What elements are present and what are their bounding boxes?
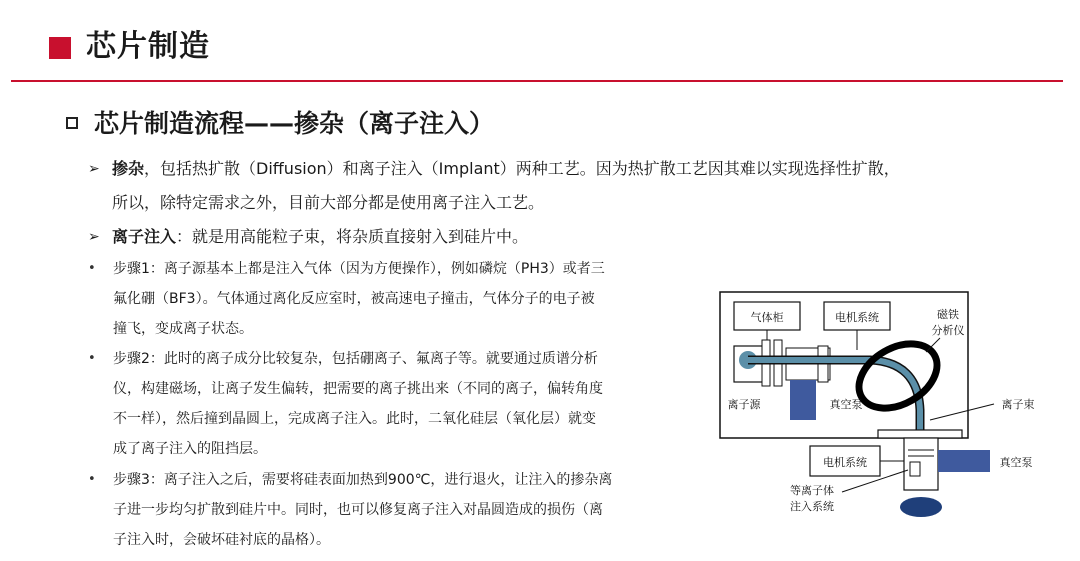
step2-line1: 步骤2：此时的离子成分比较复杂，包括硼离子、氟离子等。就要通过质谱分析 [113, 351, 598, 367]
vacuum-pump-left-label: 真空泵 [829, 398, 863, 411]
step2-line3: 不一样），然后撞到晶圆上，完成离子注入。此时，二氧化硅层（氧化层）就变 [113, 411, 596, 427]
wafer [900, 497, 942, 517]
bullet-implant-text: ：就是用高能粒子束，将杂质直接射入到硅片中。 [176, 227, 529, 246]
bullet-implant-bold: 离子注入 [112, 227, 177, 246]
motor-system-bottom-label: 电机系统 [823, 456, 867, 469]
section-title: 芯片制造流程——掺杂（离子注入） [94, 109, 495, 138]
bullet-doping [112, 152, 900, 186]
plasma-label-1: 等离子体 [790, 484, 834, 497]
vacuum-pump-left [790, 380, 816, 420]
vacuum-pump-right [938, 450, 990, 472]
bullet-doping-line2: 所以，除特定需求之外，目前大部分都是使用离子注入工艺。 [112, 193, 545, 212]
step3-line2: 子进一步均匀扩散到硅片中。同时，也可以修复离子注入对晶圆造成的损伤（离 [113, 502, 603, 518]
arrow-bullet-icon: ➢ [88, 161, 100, 177]
plasma-cell [910, 462, 920, 476]
gas-cabinet-label: 气体柜 [750, 311, 784, 324]
magnet-label-1: 磁铁 [937, 308, 959, 321]
title-marker [49, 37, 71, 59]
step1-line2: 氟化硼（BF3）。气体通过离化反应室时，被高速电子撞击，气体分子的电子被 [113, 291, 595, 307]
step-bullet-icon: • [88, 351, 96, 366]
section-checkbox-icon [66, 117, 78, 129]
page-title: 芯片制造 [86, 29, 210, 64]
plasma-label-2: 注入系统 [790, 500, 834, 513]
bullet-doping-text: ，包括热扩散（Diffusion）和离子注入（Implant）两种工艺。因为热扩散工艺因其难以实现选择性扩散， [144, 159, 900, 178]
bullet-implant [112, 220, 528, 254]
step2-line4: 成了离子注入的阻挡层。 [113, 441, 267, 457]
step3-line1: 步骤3：离子注入之后，需要将硅表面加热到900℃，进行退火，让注入的掺杂离 [113, 472, 613, 488]
ion-beam-label: 离子束 [1001, 398, 1035, 411]
vacuum-pump-right-label: 真空泵 [999, 456, 1033, 469]
magnet-label-2: 分析仪 [931, 324, 965, 337]
title-divider [11, 80, 1063, 82]
implant-chamber [904, 438, 938, 490]
step2-line2: 仪，构建磁场，让离子发生偏转，把需要的离子挑出来（不同的离子，偏转角度 [113, 381, 603, 397]
motor-system-top-label: 电机系统 [835, 311, 879, 324]
step-bullet-icon: • [88, 472, 96, 487]
step-bullet-icon: • [88, 261, 96, 276]
chamber-flange [878, 430, 962, 438]
ion-implanter-diagram [700, 280, 1070, 530]
arrow-bullet-icon: ➢ [88, 229, 100, 245]
ion-source-label: 离子源 [727, 398, 761, 411]
step3-line3: 子注入时，会破坏硅衬底的晶格）。 [113, 532, 330, 548]
step1-line1: 步骤1：离子源基本上都是注入气体（因为方便操作），例如磷烷（PH3）或者三 [113, 261, 605, 277]
bullet-doping-bold: 掺杂 [112, 159, 145, 178]
step1-line3: 撞飞，变成离子状态。 [113, 321, 253, 337]
